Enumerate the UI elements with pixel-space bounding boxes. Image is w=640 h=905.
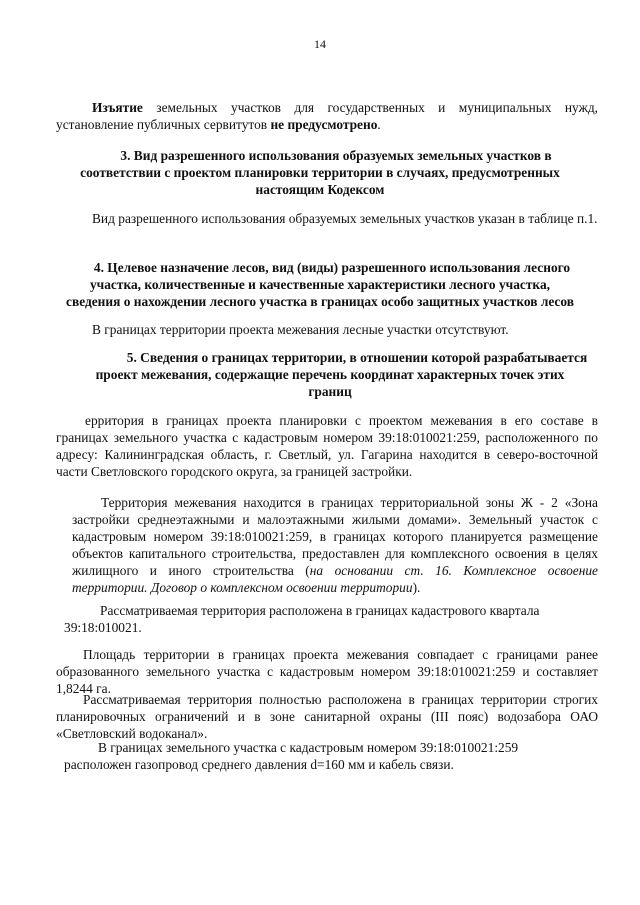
paragraph-zone-zh2: Территория межевания находится в границах территориальной зоны Ж - 2 «Зона застройки среднеэтажными и малоэтажными жилыми домами». Земельный участок с кадастровым номером 39:18:010021:259, в границах которого планируется размещение объектов капитального строительства, предоставлен для комплексного освоения в целях жилищного и иного строительства (на основании ст. 16. Комплексное освоение территории. Договор о комплексном освоении территории). [72, 495, 598, 595]
paragraph-permitted-use: Вид разрешенного использования образуемых земельных участков указан в таблице п.1. [92, 211, 598, 226]
italic-legal-basis: на основании ст. 16. Комплексное освоение территории. Договор о комплексном освоении территории [72, 563, 598, 595]
heading-section-4: 4. Целевое назначение лесов, вид (виды) разрешенного использования лесного участка, количественные и качественные характеристики лесного участка, сведения о нахождении лесного участка в границах особо защитных участков лесов [66, 260, 574, 309]
paragraph-forest-absent: В границах территории проекта межевания лесные участки отсутствуют. [92, 322, 509, 337]
paragraph-cadastral-quarter: Рассматриваемая территория расположена в границах кадастрового квартала 39:18:010021. [64, 603, 540, 635]
paragraph-gas-pipeline: В границах земельного участка с кадастровым номером 39:18:010021:259 расположен газопровод среднего давления d=160 мм и кабель связи. [64, 740, 519, 772]
heading-section-3: 3. Вид разрешенного использования образуемых земельных участков в соответствии с проектом планировки территории в случаях, предусмотренных настоящим Кодексом [80, 148, 560, 197]
paragraph-territory-location: ерритория в границах проекта планировки с проектом межевания в его составе в границах земельного участка с кадастровым номером 39:18:010021:259, расположенного по адресу: Калининградская область, г. Светлый, ул. Гагарина находится в северо-восточной части Светловского городского округа, за границей застройки. [56, 413, 598, 479]
emphasis-not-provided: не предусмотрено [270, 117, 378, 132]
emphasis-seizure: Изъятие [92, 100, 143, 115]
page-number: 14 [314, 37, 326, 51]
paragraph-restrictions: Рассматриваемая территория полностью расположена в границах территории строгих планировочных ограничений и в зоне санитарной охраны (III пояс) водозабора ОАО «Светловский водоканал». [56, 692, 598, 741]
heading-section-5: 5. Сведения о границах территории, в отношении которой разрабатывается проект межевания, содержащие перечень координат характерных точек этих границ [95, 350, 588, 399]
paragraph-area: Площадь территории в границах проекта межевания совпадает с границами ранее образованного земельного участка с кадастровым номером 39:18:010021:259 и составляет 1,8244 га. [56, 647, 598, 696]
paragraph-land-seizure: Изъятие земельных участков для государственных и муниципальных нужд, установление публичных сервитутов не предусмотрено. [56, 100, 598, 132]
